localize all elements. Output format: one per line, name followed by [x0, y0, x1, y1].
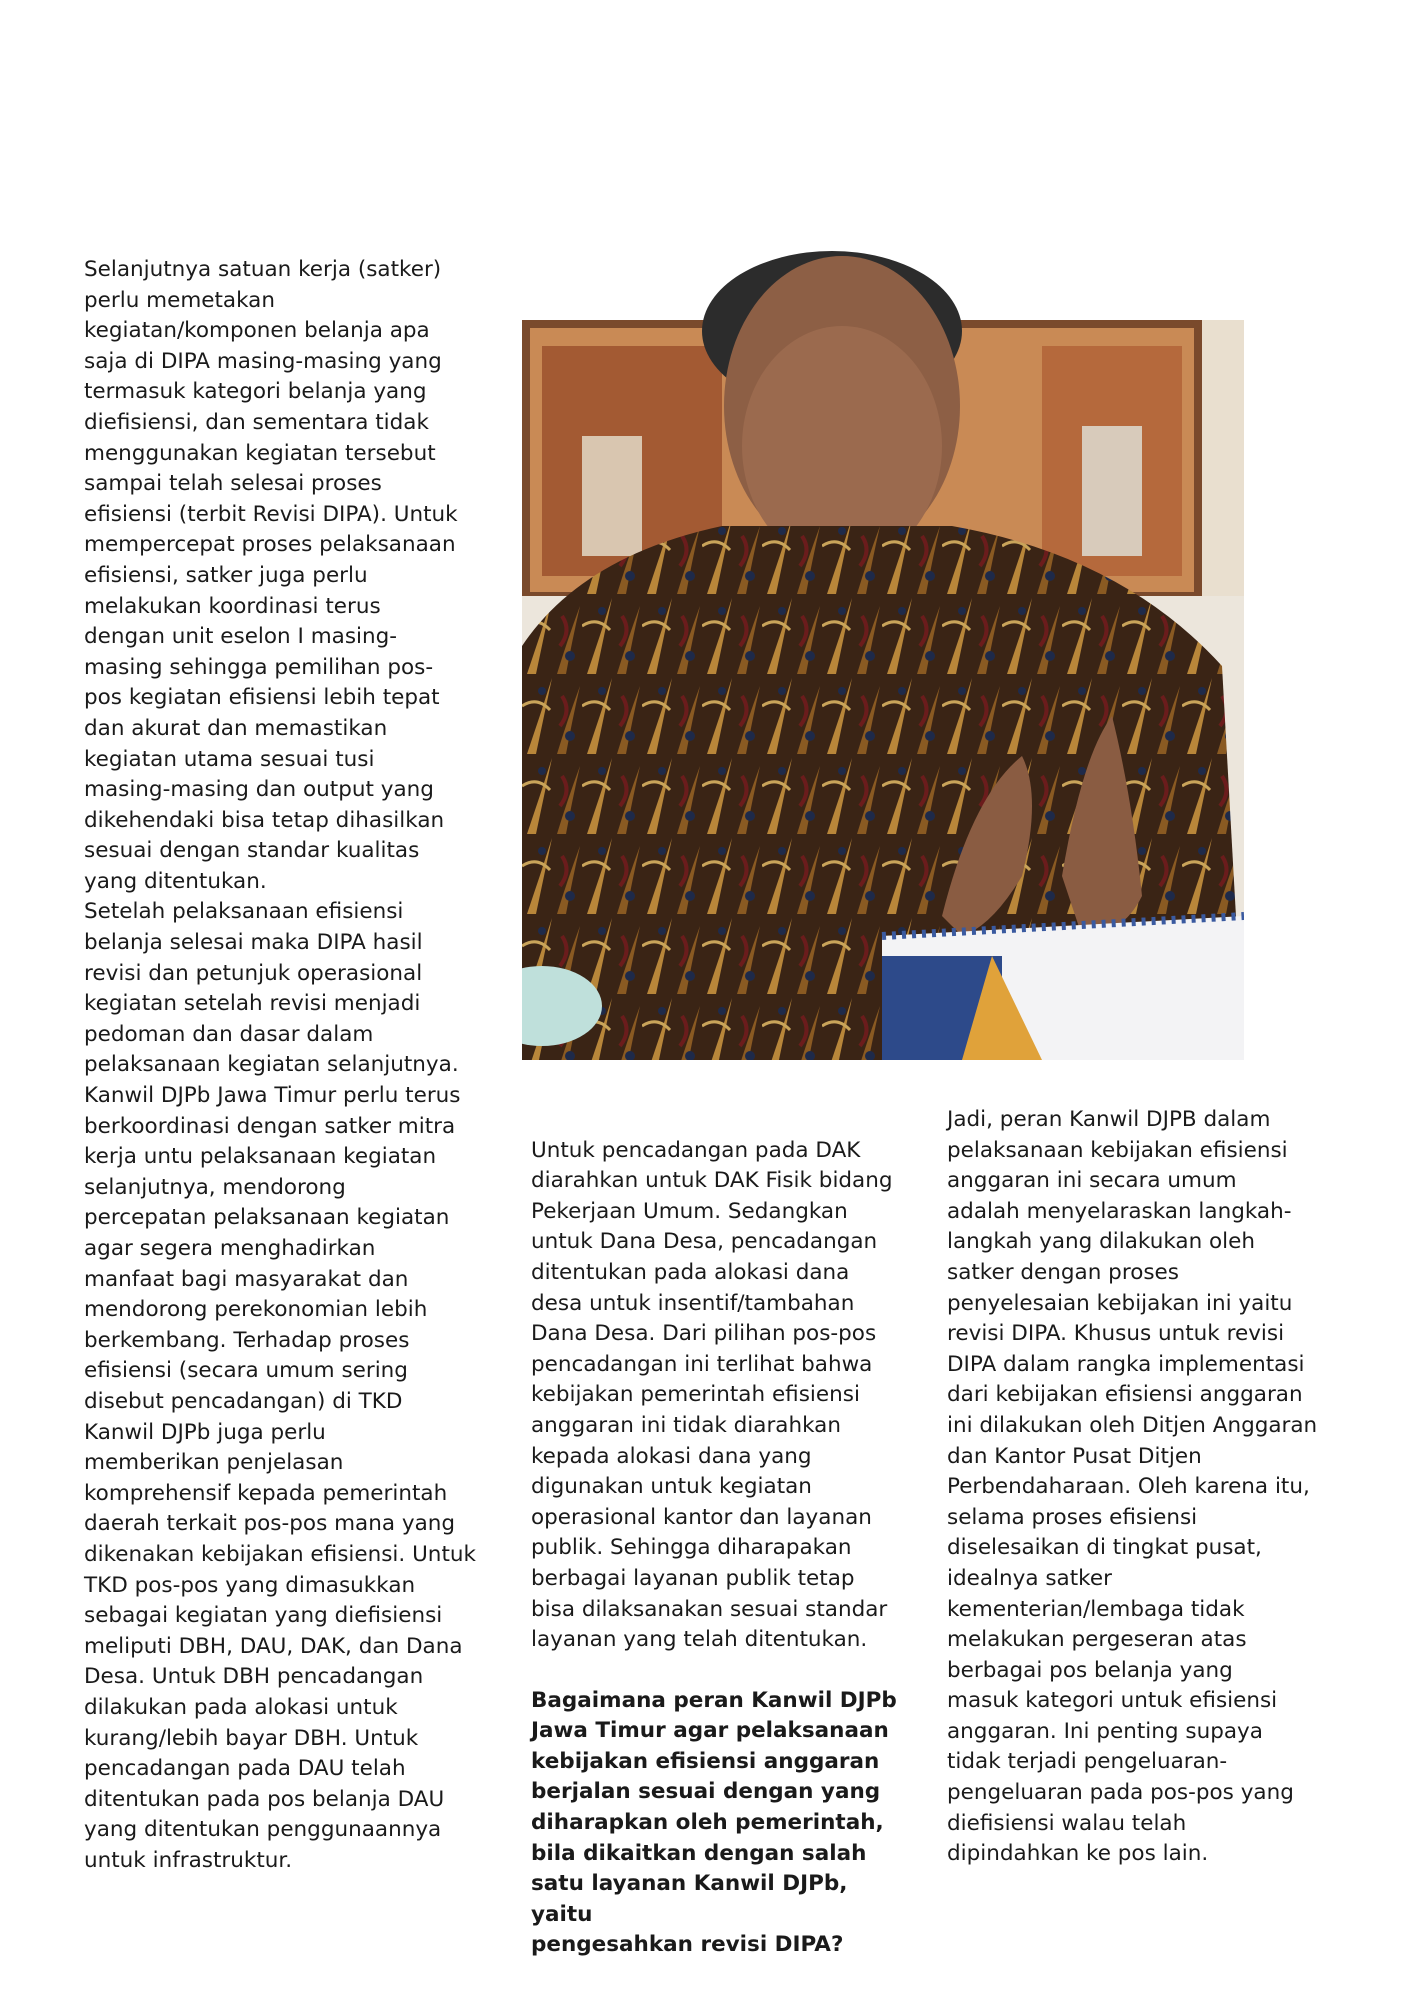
- article-column-left: Selanjutnya satuan kerja (satker) perlu memetakan kegiatan/komponen belanja apa saja di DIPA masing-masing yang termasuk kategori belanja yang diefisiensi, dan sementara tidak menggunakan kegiatan tersebut sampai telah selesai proses efisiensi (terbit Revisi DIPA). Untuk mempercepat proses pelaksanaan efisiensi, satker juga perlu melakukan koordinasi terus dengan unit eselon I masing- masing sehingga pemilihan pos- pos kegiatan efisiensi lebih tepat dan akurat dan memastikan kegiatan utama sesuai tusi masing-masing dan output yang dikehendaki bisa tetap dihasilkan sesuai dengan standar kualitas yang ditentukan. Setelah pelaksanaan efisiensi belanja selesai maka DIPA hasil revisi dan petunjuk operasional kegiatan setelah revisi menjadi pedoman dan dasar dalam pelaksanaan kegiatan selanjutnya. Kanwil DJPb Jawa Timur perlu terus berkoordinasi dengan satker mitra kerja untu pelaksanaan kegiatan selanjutnya, mendorong percepatan pelaksanaan kegiatan agar segera menghadirkan manfaat bagi masyarakat dan mendorong perekonomian lebih berkembang. Terhadap proses efisiensi (secara umum sering disebut pencadangan) di TKD Kanwil DJPb juga perlu memberikan penjelasan komprehensif kepada pemerintah daerah terkait pos-pos mana yang dikenakan kebijakan efisiensi. Untuk TKD pos-pos yang dimasukkan sebagai kegiatan yang diefisiensi meliputi DBH, DAU, DAK, dan Dana Desa. Untuk DBH pencadangan dilakukan pada alokasi untuk kurang/lebih bayar DBH. Untuk pencadangan pada DAU telah ditentukan pada pos belanja DAU yang ditentukan penggunaannya untuk infrastruktur.: [84, 257, 476, 1873]
- portrait-photo: [522, 196, 1244, 1060]
- article-column-right: Jadi, peran Kanwil DJPB dalam pelaksanaan kebijakan efisiensi anggaran ini secara umum adalah menyelaraskan langkah- langkah yang dilakukan oleh satker dengan proses penyelesaian kebijakan ini yaitu revisi DIPA. Khusus untuk revisi DIPA dalam rangka implementasi dari kebijakan efisiensi anggaran ini dilakukan oleh Ditjen Anggaran dan Kantor Pusat Ditjen Perbendaharaan. Oleh karena itu, selama proses efisiensi diselesaikan di tingkat pusat, idealnya satker kementerian/lembaga tidak melakukan pergeseran atas berbagai pos belanja yang masuk kategori untuk efisiensi anggaran. Ini penting supaya tidak terjadi pengeluaran- pengeluaran pada pos-pos yang diefisiensi walau telah dipindahkan ke pos lain.: [947, 1107, 1318, 1867]
- article-column-middle: [531, 1105, 911, 1992]
- interview-question: Bagaimana peran Kanwil DJPb Jawa Timur agar pelaksanaan kebijakan efisiensi anggaran berjalan sesuai dengan yang diharapkan oleh pemerintah, bila dikaitkan dengan salah satu layanan Kanwil DJPb, yaitu pengesahkan revisi DIPA?: [531, 1687, 897, 1958]
- middle-column-text: Untuk pencadangan pada DAK diarahkan untuk DAK Fisik bidang Pekerjaan Umum. Sedangkan untuk Dana Desa, pencadangan ditentukan pada alokasi dana desa untuk insentif/tambahan Dana Desa. Dari pilihan pos-pos pencadangan ini terlihat bahwa kebijakan pemerintah efisiensi anggaran ini tidak diarahkan kepada alokasi dana yang digunakan untuk kegiatan operasional kantor dan layanan publik. Sehingga diharapakan berbagai layanan publik tetap bisa dilaksanakan sesuai standar layanan yang telah ditentukan.: [531, 1137, 893, 1653]
